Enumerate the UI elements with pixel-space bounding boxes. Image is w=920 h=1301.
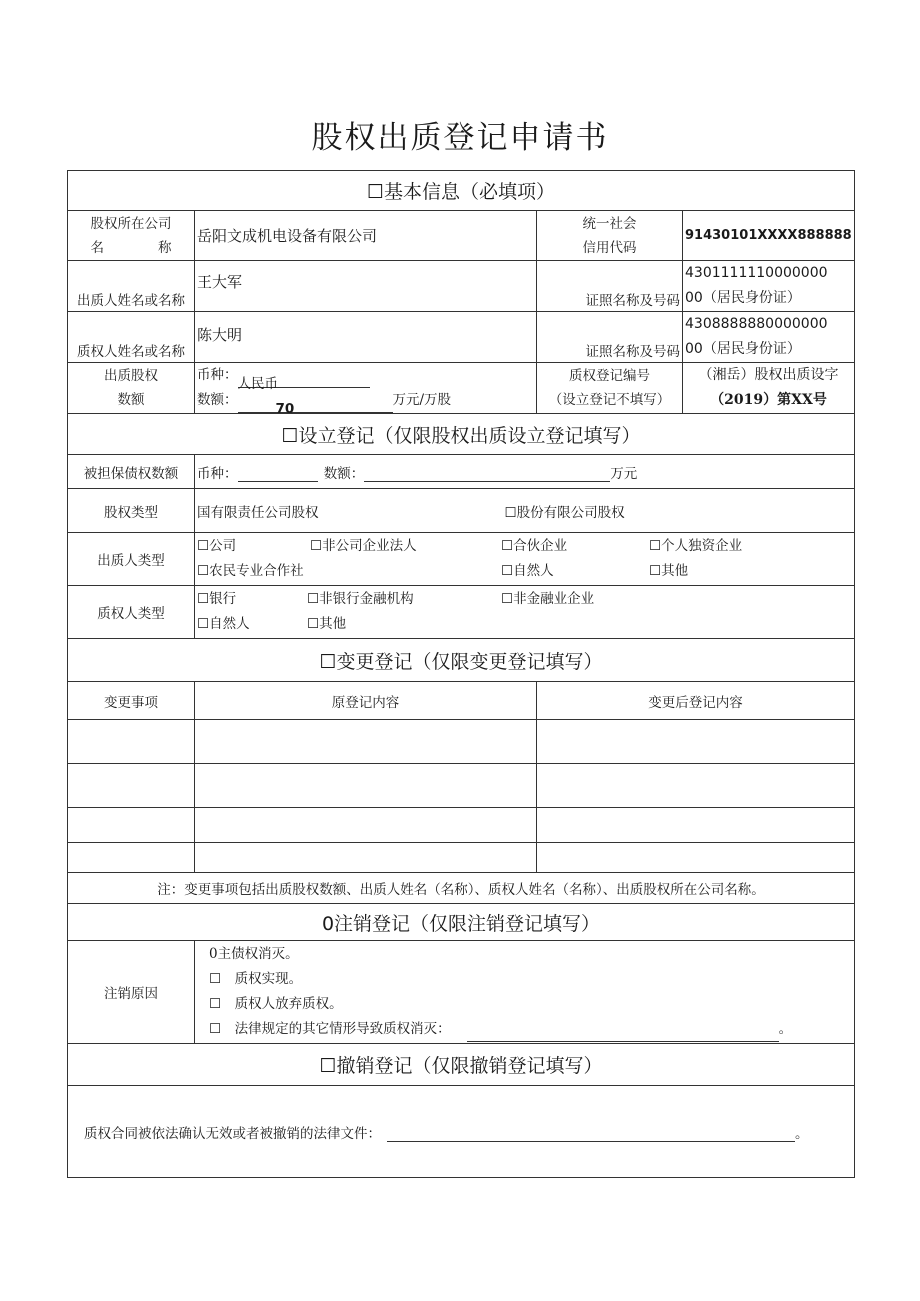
pledgee-id-label: 证照名称及号码: [537, 312, 683, 363]
application-form: [67, 170, 855, 1178]
reg-no-label-line2: （设立登记不填写）: [548, 392, 671, 408]
currency-field[interactable]: [237, 372, 370, 392]
credit-label-line2: 信用代码: [582, 239, 637, 256]
debt-amount-label: 数额：: [323, 465, 365, 482]
pledgor-id-value[interactable]: [683, 261, 855, 312]
debt-unit: 万元: [610, 465, 638, 482]
pledgee-id-line2: 00（居民身份证）: [685, 341, 801, 357]
establish-header[interactable]: ☐设立登记（仅限股权出质设立登记填写）: [68, 414, 855, 455]
pledgor-type-company[interactable]: ☐公司: [197, 538, 237, 554]
pledgor-type-other[interactable]: ☐其他: [649, 563, 689, 579]
pledgor-type-partnership[interactable]: ☐合伙企业: [501, 538, 568, 554]
equity-type-label: 股权类型: [68, 489, 195, 533]
reg-no-value[interactable]: [683, 363, 855, 414]
change-before-cell[interactable]: [195, 808, 537, 843]
equity-type-option-1[interactable]: 国有限责任公司股权: [195, 489, 537, 533]
revoke-cell: [68, 1086, 855, 1178]
credit-code-value[interactable]: 91430101XXXX888888: [683, 211, 855, 261]
revoke-text: 质权合同被依法确认无效或者被撤销的法律文件：: [84, 1125, 381, 1142]
page-title: 股权出质登记申请书: [311, 120, 609, 156]
pledgor-type-natural[interactable]: ☐自然人: [501, 563, 554, 579]
company-label-line1: 股权所在公司: [90, 215, 172, 232]
currency-label: 币种：: [197, 367, 238, 383]
change-row: [68, 764, 855, 808]
revoke-end-mark: 。: [795, 1125, 809, 1142]
pledgee-id-value[interactable]: [683, 312, 855, 363]
change-before-cell[interactable]: [195, 843, 537, 873]
pledgee-value[interactable]: 陈大明: [195, 312, 537, 363]
pledgee-type-nonbank[interactable]: ☐非银行金融机构: [307, 591, 414, 607]
reg-no-line1: （湘岳）股权出质设字: [698, 367, 839, 383]
amount-value-label: 数额：: [197, 392, 238, 408]
change-after-cell[interactable]: [537, 843, 855, 873]
change-before-cell[interactable]: [195, 720, 537, 764]
change-before-cell[interactable]: [195, 764, 537, 808]
basic-info-header[interactable]: ☐基本信息（必填项）: [68, 171, 855, 211]
currency-value: 人民币: [237, 376, 278, 392]
change-row: [68, 808, 855, 843]
change-item-cell[interactable]: [68, 720, 195, 764]
pledgor-label: 出质人姓名或名称: [68, 261, 195, 312]
cancel-reason-1[interactable]: 0主债权消灭。: [209, 946, 299, 962]
cancel-reasons: [195, 941, 855, 1044]
pledgor-id-label: 证照名称及号码: [537, 261, 683, 312]
change-col-before: 原登记内容: [195, 682, 537, 720]
reg-no-label: [537, 363, 683, 414]
pledgor-type-coop[interactable]: ☐农民专业合作社: [197, 563, 304, 579]
amount-label: [68, 363, 195, 414]
company-label: [68, 211, 195, 261]
pledgee-type-other[interactable]: ☐其他: [307, 616, 347, 632]
change-item-cell[interactable]: [68, 843, 195, 873]
amount-unit: 万元/万股: [392, 392, 452, 408]
change-col-item: 变更事项: [68, 682, 195, 720]
cancel-header[interactable]: 0注销登记（仅限注销登记填写）: [68, 904, 855, 941]
reg-no-line2: （2019）第XX号: [710, 392, 827, 408]
change-note: 注：变更事项包括出质股权数额、出质人姓名（名称）、质权人姓名（名称）、出质股权所在公司名称。: [68, 873, 855, 904]
pledgee-type-natural[interactable]: ☐自然人: [197, 616, 250, 632]
credit-label-line1: 统一社会: [582, 215, 637, 232]
change-item-cell[interactable]: [68, 764, 195, 808]
change-row: [68, 843, 855, 873]
pledgor-id-line1: 4301111110000000: [685, 265, 828, 281]
debt-currency-label: 币种：: [197, 465, 238, 482]
pledgee-type-nonfinance[interactable]: ☐非金融业企业: [501, 591, 595, 607]
pledgor-type-non-company[interactable]: ☐非公司企业法人: [310, 538, 417, 554]
cancel-reason-label: 注销原因: [68, 941, 195, 1044]
equity-type-option-2-cell: [504, 489, 855, 533]
pledgee-label: 质权人姓名或名称: [68, 312, 195, 363]
change-after-cell[interactable]: [537, 720, 855, 764]
company-label-line2: 名 称: [90, 239, 172, 256]
pledgee-id-line1: 4308888880000000: [685, 316, 828, 332]
cancel-end-mark: 。: [778, 1021, 793, 1037]
revoke-field[interactable]: [387, 1126, 795, 1142]
debt-amount-field[interactable]: [364, 466, 610, 482]
debt-currency-field[interactable]: [238, 466, 318, 482]
change-after-cell[interactable]: [537, 808, 855, 843]
amount-field[interactable]: [238, 397, 393, 417]
pledgee-type-options: [195, 586, 855, 639]
cancel-reason-4[interactable]: ☐ 法律规定的其它情形导致质权消灭：: [209, 1021, 451, 1037]
amount-value: 70: [275, 401, 295, 417]
revoke-header[interactable]: ☐撤销登记（仅限撤销登记填写）: [68, 1044, 855, 1086]
cancel-reason-2[interactable]: ☐ 质权实现。: [209, 971, 303, 987]
amount-label-line1: 出质股权: [104, 368, 158, 384]
pledgor-type-label: 出质人类型: [68, 533, 195, 586]
change-after-cell[interactable]: [537, 764, 855, 808]
equity-type-option-2[interactable]: ☐股份有限公司股权: [504, 504, 625, 521]
cancel-reason-3[interactable]: ☐ 质权人放弃质权。: [209, 996, 343, 1012]
pledgor-value[interactable]: 王大军: [195, 261, 537, 312]
amount-label-line2: 数额: [117, 392, 145, 408]
change-item-cell[interactable]: [68, 808, 195, 843]
pledgee-type-label: 质权人类型: [68, 586, 195, 639]
debt-label: 被担保债权数额: [68, 455, 195, 489]
company-value[interactable]: 岳阳文成机电设备有限公司: [195, 211, 537, 261]
reg-no-label-line1: 质权登记编号: [569, 368, 650, 384]
pledgor-type-sole[interactable]: ☐个人独资企业: [649, 538, 743, 554]
amount-cell: [195, 363, 537, 417]
cancel-other-field[interactable]: [467, 1026, 779, 1042]
change-col-after: 变更后登记内容: [537, 682, 855, 720]
debt-cell: [195, 455, 855, 489]
pledgor-id-line2: 00（居民身份证）: [685, 290, 801, 306]
change-header[interactable]: ☐变更登记（仅限变更登记填写）: [68, 639, 855, 682]
pledgor-type-options: [195, 533, 855, 586]
credit-code-label: [537, 211, 683, 261]
pledgee-type-bank[interactable]: ☐银行: [197, 591, 237, 607]
change-row: [68, 720, 855, 764]
